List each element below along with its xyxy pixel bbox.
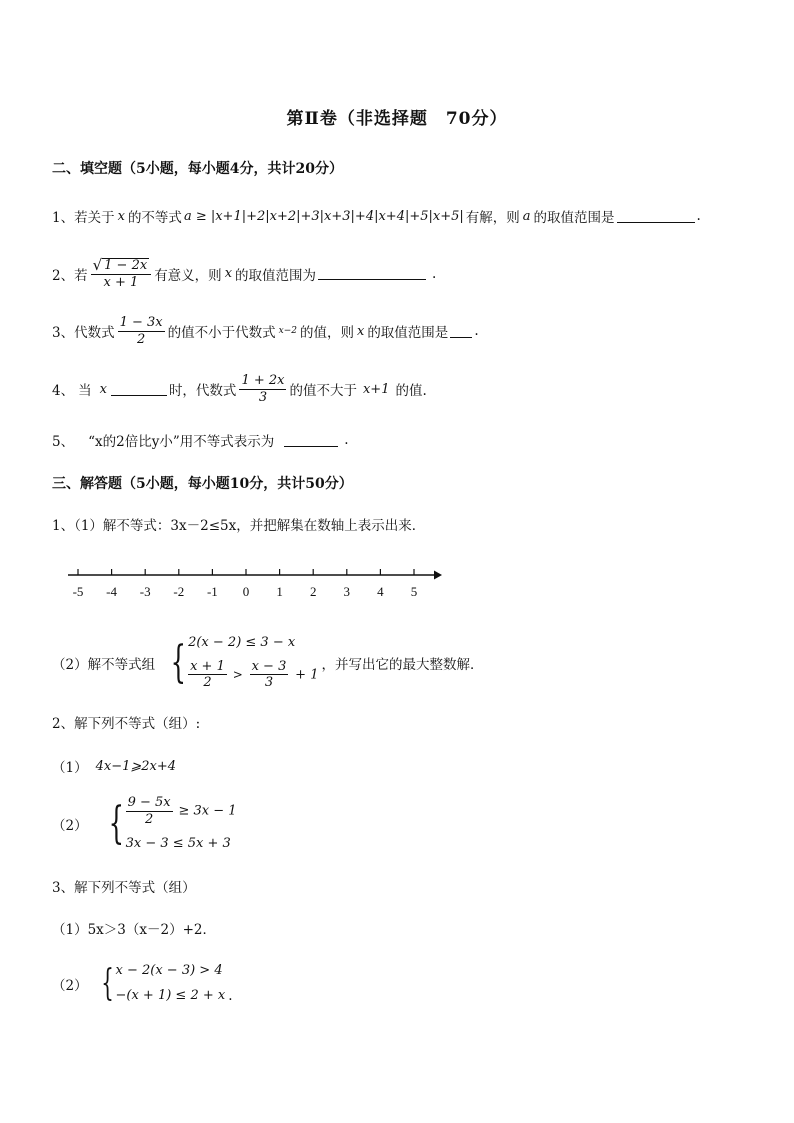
punctuation: . [228,988,233,1004]
denominator: 2 [136,331,146,347]
system-row: x − 2(x − 3) > 4 [115,963,223,978]
answer-blank[interactable] [450,325,472,338]
denominator: 3 [258,389,268,405]
fraction [118,316,165,346]
numerator: 9 − 5x [127,795,171,810]
number-line-tick-label: -1 [206,584,218,599]
problem-3-1a: 1、（1）解不等式：3x－2≤5x，并把解集在数轴上表示出来． [52,518,426,534]
inequality-system [96,796,237,852]
system-row: −(x + 1) ≤ 2 + x [115,988,226,1004]
question-text: 的值不大于 [289,383,357,400]
system-row [126,796,237,826]
punctuation: . [474,323,479,340]
question-text: 的值不小于代数式 [167,325,276,342]
denominator: 2 [203,675,212,691]
question-2-4 [52,374,427,404]
number-line-tick-label: 4 [377,584,384,599]
variable: x [224,266,233,282]
question-text: 的不等式 [127,210,182,226]
math-expression: + 1 [295,667,319,683]
answer-blank[interactable] [284,434,338,447]
variable: x [356,323,365,339]
question-text: “x的2倍比y小”用不等式表示为 [88,434,275,450]
number-line-tick-label: 3 [343,584,351,599]
answer-blank[interactable] [318,267,426,280]
number-line-tick-label: 5 [410,584,418,599]
number-line [62,562,452,606]
math-expression: ≥ 3x − 1 [178,803,237,819]
inequality-system [91,964,226,1004]
numerator: 1 − 3x [119,315,163,330]
number-line-tick-label: 1 [276,584,283,599]
problem-3-2b [52,796,240,852]
question-number: 3、 [52,325,75,342]
question-text: 的值，则 [299,325,354,342]
problem-3-3-heading: 3、解下列不等式（组） [52,880,196,896]
operator: > [232,667,243,682]
question-text: 若关于 [74,210,115,226]
punctuation: . [696,208,701,224]
section-fill-blank-heading: 二、填空题（5小题，每小题4分，共计20分） [52,161,343,177]
math-expression: a ≥ |x+1|+2|x+2|+3|x+3|+4|x+4|+5|x+5| [183,208,464,224]
number-line-tick-label: -2 [173,584,185,599]
punctuation: . [432,265,437,282]
section-solve-heading: 三、解答题（5小题，每小题10分，共计50分） [52,476,353,492]
variable: x [99,381,107,397]
fraction [239,374,286,404]
question-label: （2） [52,978,88,994]
problem-3-2a [52,756,176,776]
question-number: 4、 [52,383,75,400]
inequality-system [158,636,318,690]
problem-3-2-heading: 2、解下列不等式（组）: [52,716,201,732]
variable: a [522,208,531,224]
brace-icon: { [108,798,124,849]
numerator: 1 + 2x [241,373,285,388]
problem-3-3a: （1）5x＞3（x－2）+2． [52,922,216,938]
question-text: 的值. [395,383,427,400]
answer-blank[interactable] [111,383,167,396]
problem-3-1b [52,636,483,690]
question-label: （2） [52,818,88,834]
variable: x [117,208,125,224]
question-text: 当 [78,383,92,400]
answer-blank[interactable] [617,210,695,223]
question-text: 的取值范围是 [533,210,615,226]
system-row: 2(x − 2) ≤ 3 − x [188,635,296,650]
math-expression: x−2 [278,326,297,337]
radicand: 1 − 2x [104,258,148,274]
punctuation: . [344,432,349,448]
question-number: 5、 [52,434,75,450]
denominator: x + 1 [103,275,139,290]
question-text: ，并写出它的最大整数解． [321,657,484,673]
math-expression: x+1 [362,381,390,397]
denominator: 3 [264,675,274,691]
numerator: x + 1 [190,658,225,674]
question-text: 的取值范围是 [367,325,449,342]
question-text: （2）解不等式组 [52,657,156,673]
question-text: 有意义，则 [154,267,222,284]
question-number: 1、 [52,210,75,226]
question-text: 若 [74,267,88,284]
question-text: 代数式 [74,325,115,342]
question-label: （1） [52,760,88,776]
question-2-1 [52,206,701,226]
question-2-2 [52,258,436,290]
math-expression: 4x−1⩾2x+4 [95,758,177,774]
number-line-tick-label: -5 [72,584,84,599]
number-line-tick-label: 0 [242,584,250,599]
fraction: √ 1 − 2x x + 1 [91,258,152,290]
number-line-tick-label: -4 [106,584,118,599]
question-text: 有解，则 [465,210,520,226]
question-2-5 [52,430,349,450]
question-number: 2、 [52,267,75,284]
brace-icon: { [170,637,187,688]
system-row [188,660,318,690]
number-line-tick-label: -3 [139,584,151,599]
system-row: 3x − 3 ≤ 5x + 3 [125,836,231,852]
page-title: 第Ⅱ卷（非选择题 70分） [286,109,508,129]
number-line-arrow [434,571,442,580]
problem-3-3b [52,964,233,1004]
brace-icon: { [100,963,114,1004]
number-line-tick-label: 2 [309,584,317,599]
question-2-3 [52,316,479,346]
question-text: 时，代数式 [168,383,237,400]
question-text: 的取值范围为 [235,267,317,284]
denominator: 2 [144,811,154,827]
numerator: x − 3 [251,658,287,674]
